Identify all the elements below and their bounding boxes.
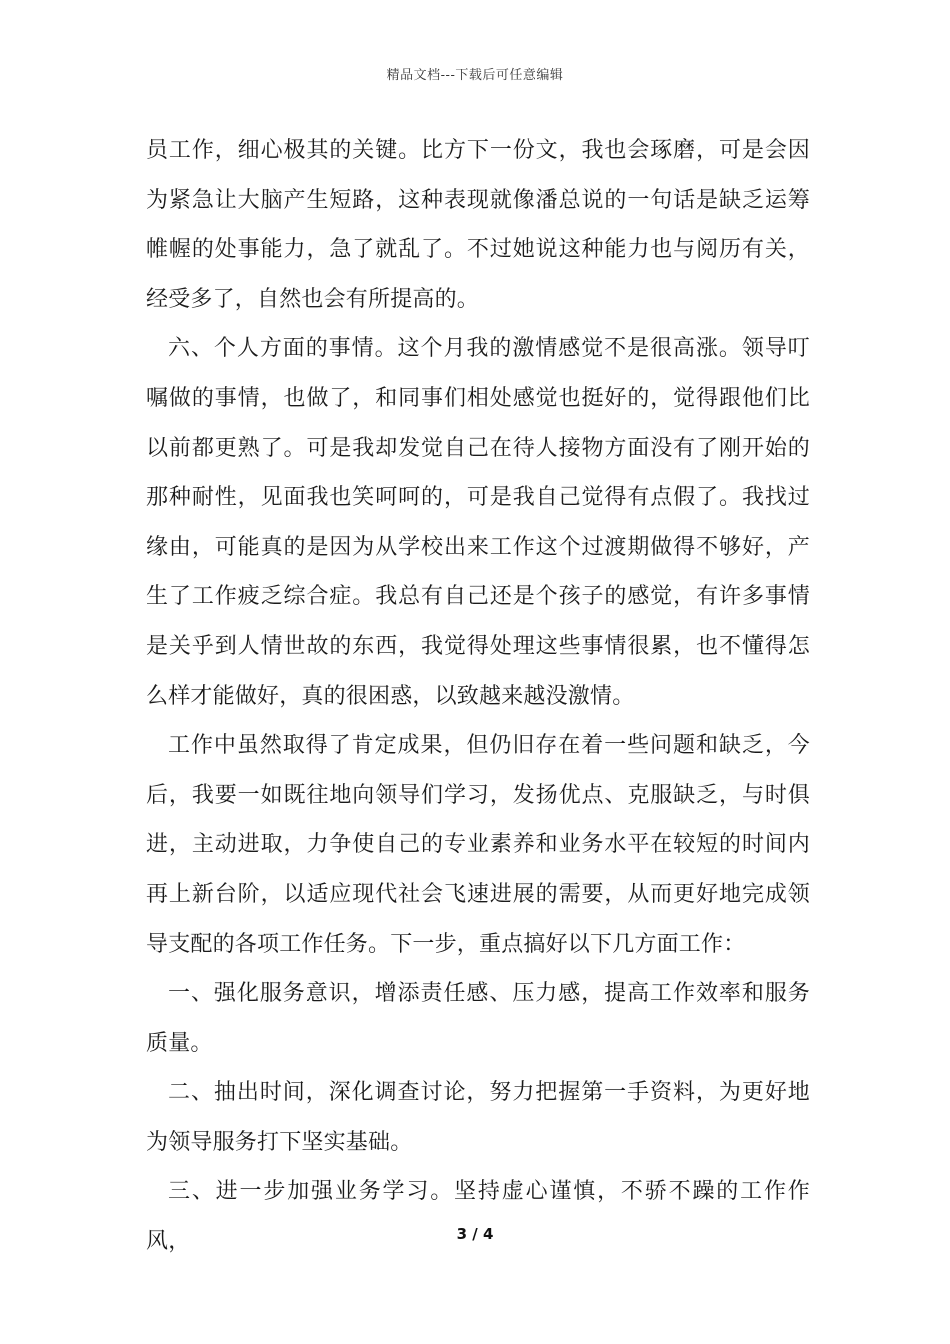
paragraph-5: 二、抽出时间，深化调查讨论，努力把握第一手资料，为更好地为领导服务打下坚实基础。 [146,1080,810,1155]
paragraph-6: 三、进一步加强业务学习。坚持虚心谨慎，不骄不躁的工作作风， [146,1179,810,1255]
paragraph-3: 工作中虽然取得了肯定成果，但仍旧存在着一些问题和缺乏，今后，我要一如既往地向领导们学习，发扬优点、克服缺乏，与时俱进，主动进取，力争使自己的专业素养和业务水平在较短的时间内再上新台阶，以适应现代社会飞速进展的需要，从而更好地完成领导支配的各项工作任务。下一步，重点搞好以下几方面工作： [146,733,810,957]
paragraph-1: 员工作，细心极其的关键。比方下一份文，我也会琢磨，可是会因为紧急让大脑产生短路，这种表现就像潘总说的一句话是缺乏运筹帷幄的处事能力，急了就乱了。不过她说这种能力也与阅历有关，经受多了，自然也会有所提高的。 [146,138,810,312]
document-body [146,126,810,1267]
paragraph-2: 六、个人方面的事情。这个月我的激情感觉不是很高涨。领导叮嘱做的事情，也做了，和同事们相处感觉也挺好的，觉得跟他们比以前都更熟了。可是我却发觉自己在待人接物方面没有了刚开始的那种耐性，见面我也笑呵呵的，可是我自己觉得有点假了。我找过缘由，可能真的是因为从学校出来工作这个过渡期做得不够好，产生了工作疲乏综合症。我总有自己还是个孩子的感觉，有许多事情是关乎到人情世故的东西，我觉得处理这些事情很累，也不懂得怎么样才能做好，真的很困惑，以致越来越没激情。 [146,336,810,709]
paragraph-4: 一、强化服务意识，增添责任感、压力感，提高工作效率和服务质量。 [146,981,810,1056]
page-header: 精品文档---下载后可任意编辑 [386,68,564,83]
page-number: 3 / 4 [456,1225,494,1243]
